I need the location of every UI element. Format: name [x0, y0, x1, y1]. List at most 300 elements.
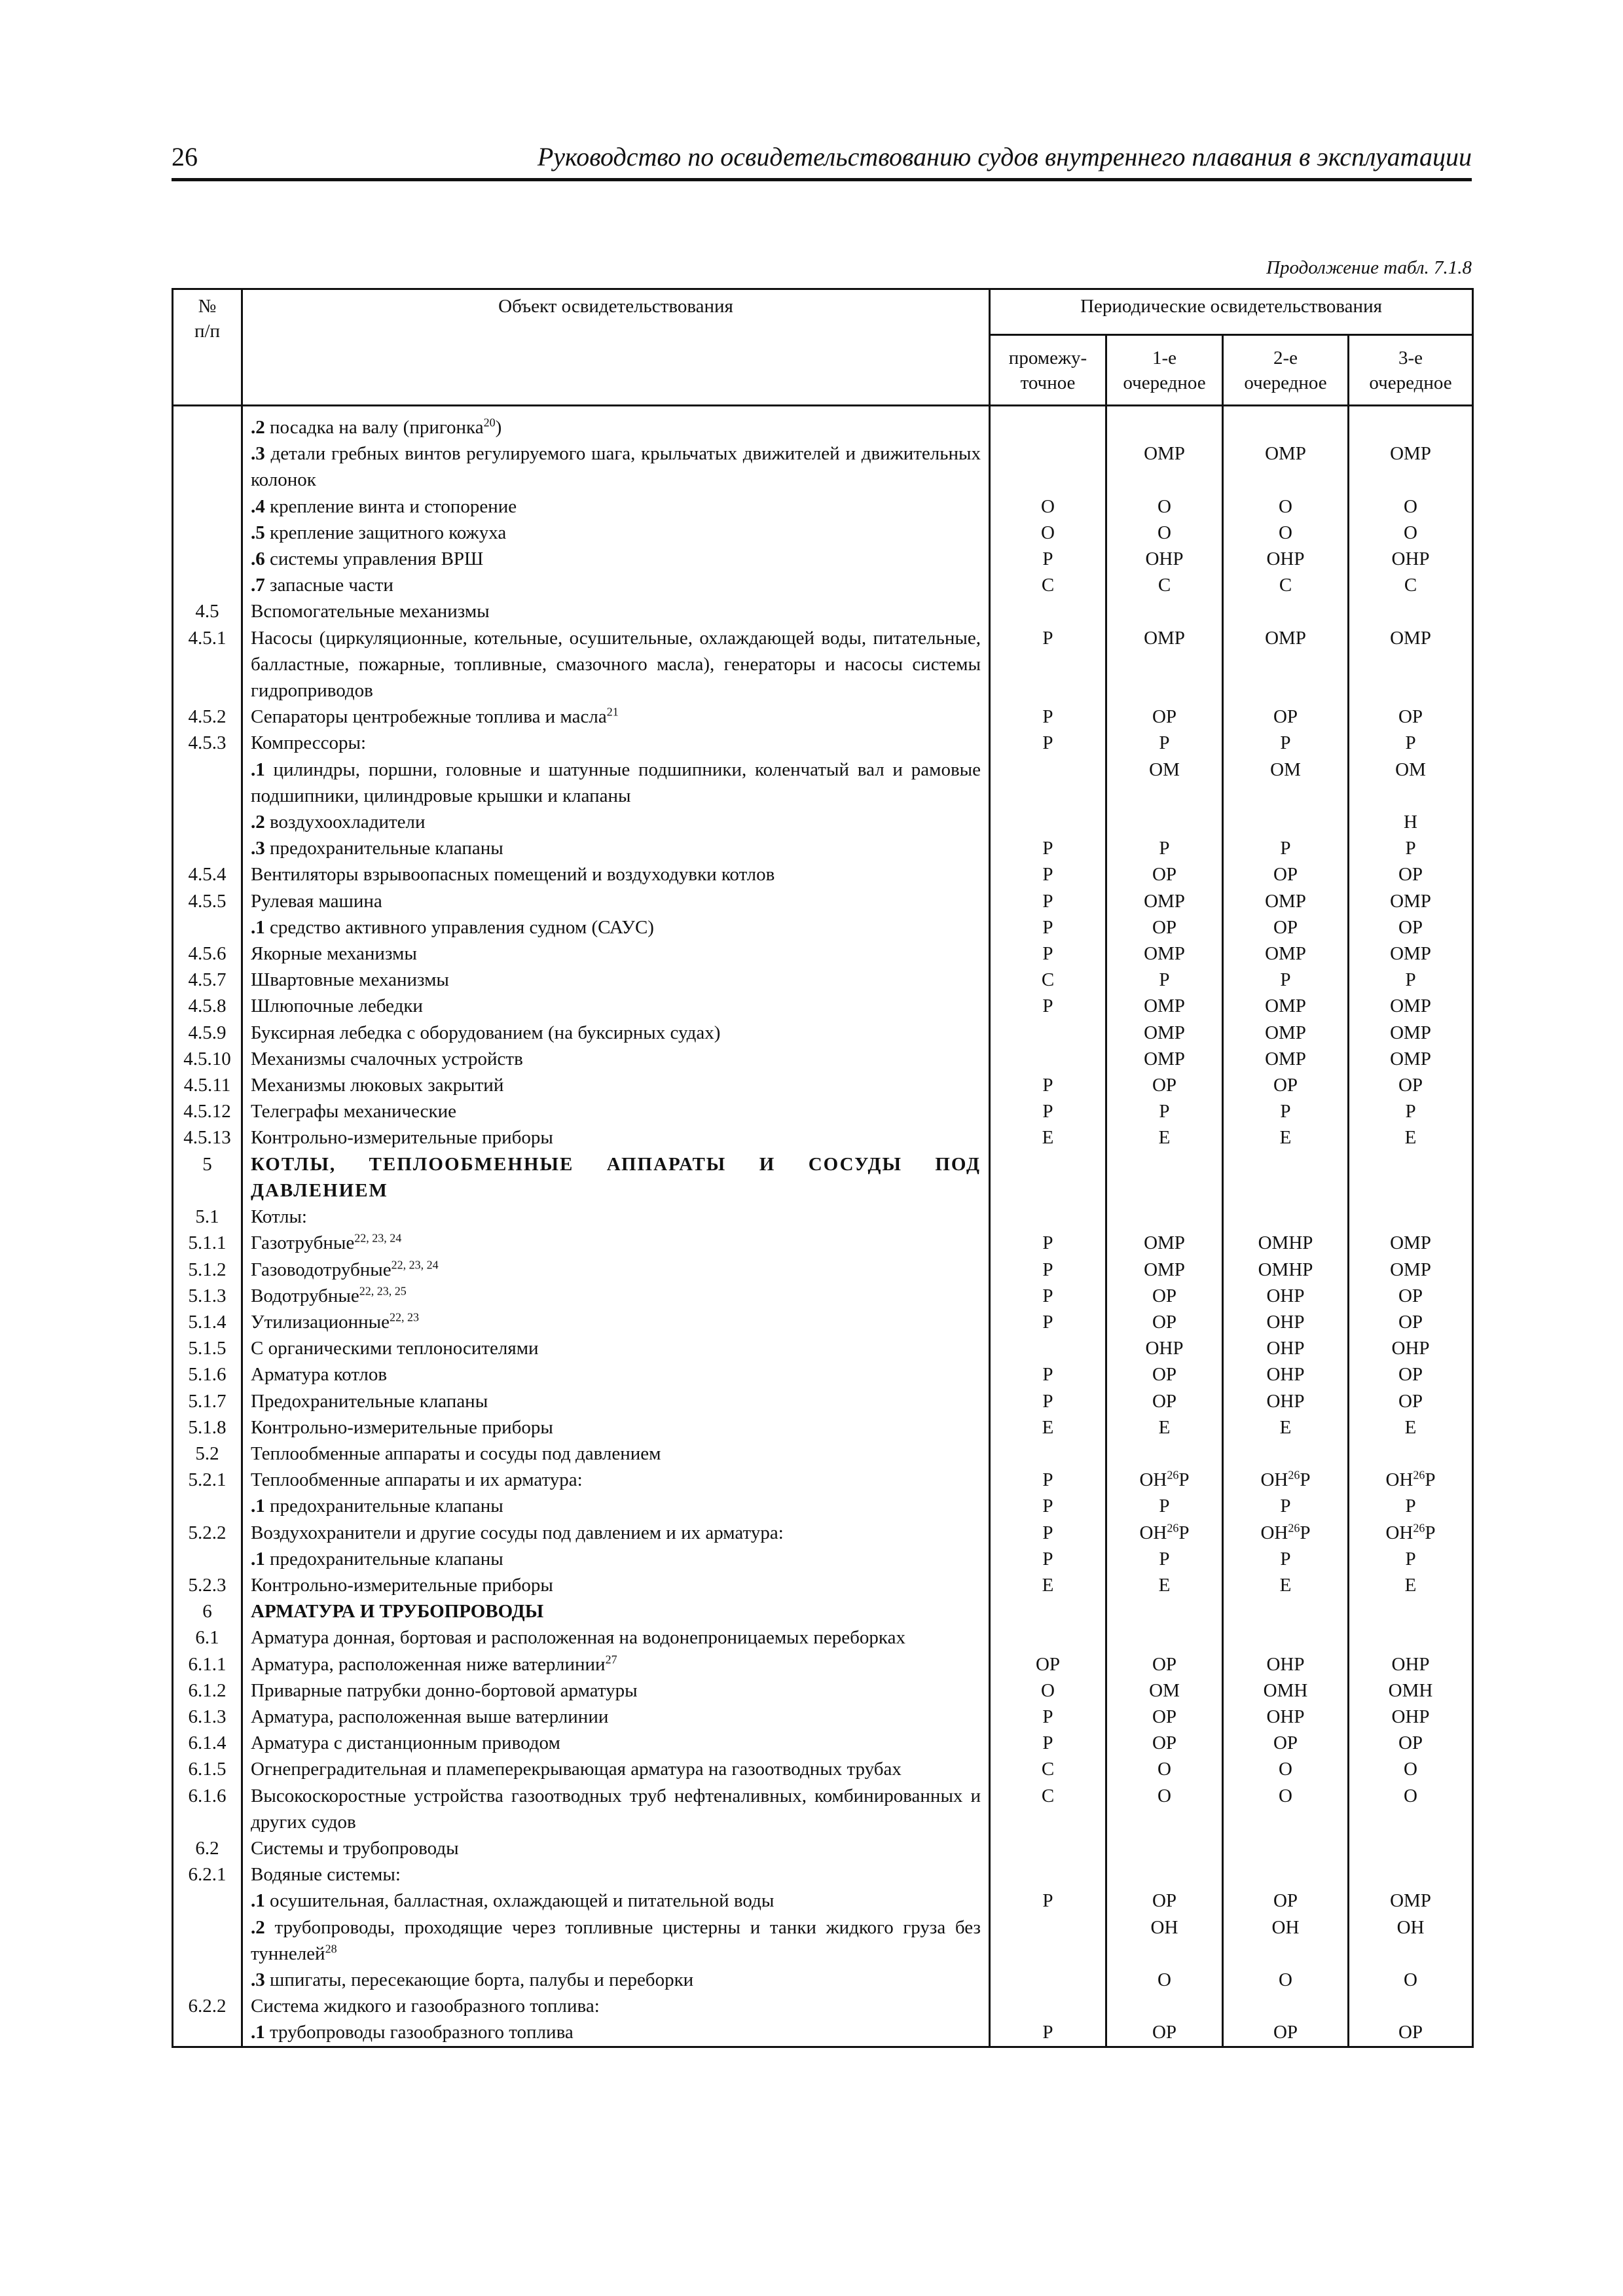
- table-row: [173, 1072, 1473, 1098]
- mark-second: ОР: [1223, 1730, 1349, 1756]
- mark-first: ОМР: [1106, 1020, 1223, 1046]
- table-row: [173, 1546, 1473, 1572]
- mark-first: ОР: [1106, 704, 1223, 730]
- table-row: [173, 1835, 1473, 1861]
- mark-third: О: [1349, 520, 1473, 546]
- survey-table: [172, 288, 1474, 2048]
- mark-third: [1349, 1993, 1473, 2019]
- mark-first: О: [1106, 1967, 1223, 1993]
- mark-third: [1349, 1624, 1473, 1651]
- mark-third: [1349, 1861, 1473, 1888]
- table-row: [173, 1704, 1473, 1730]
- row-object: Шлюпочные лебедки: [242, 993, 990, 1019]
- mark-intermediate: Р: [990, 1388, 1106, 1414]
- mark-third: ОМР: [1349, 625, 1473, 704]
- row-object: Теплообменные аппараты и сосуды под давлением: [242, 1441, 990, 1467]
- mark-third: Р: [1349, 967, 1473, 993]
- table-row: [173, 1020, 1473, 1046]
- mark-intermediate: [990, 1967, 1106, 1993]
- mark-third: ОМР: [1349, 888, 1473, 914]
- row-number: [173, 440, 242, 493]
- row-number: 4.5.4: [173, 861, 242, 888]
- table-row: [173, 1361, 1473, 1388]
- mark-first: [1106, 1861, 1223, 1888]
- table-row: [173, 1520, 1473, 1546]
- mark-intermediate: [990, 406, 1106, 441]
- mark-first: ОН: [1106, 1914, 1223, 1967]
- mark-intermediate: Р: [990, 625, 1106, 704]
- row-object: Швартовные механизмы: [242, 967, 990, 993]
- row-number: 6.1.4: [173, 1730, 242, 1756]
- mark-first: Р: [1106, 730, 1223, 756]
- mark-third: Е: [1349, 1124, 1473, 1151]
- mark-second: ОНР: [1223, 546, 1349, 572]
- mark-first: ОР: [1106, 1704, 1223, 1730]
- mark-intermediate: Р: [990, 730, 1106, 756]
- row-object: КОТЛЫ, ТЕПЛООБМЕННЫЕ АППАРАТЫ И СОСУДЫ ПОД ДАВЛЕНИЕМ: [242, 1151, 990, 1204]
- row-object: Арматура, расположенная ниже ватерлинии$^{27}$: [242, 1651, 990, 1677]
- row-object: .3 предохранительные клапаны: [242, 835, 990, 861]
- mark-second: Е: [1223, 1124, 1349, 1151]
- mark-intermediate: С: [990, 572, 1106, 598]
- mark-third: Р: [1349, 835, 1473, 861]
- table-row: [173, 1730, 1473, 1756]
- mark-intermediate: Р: [990, 835, 1106, 861]
- row-number: [173, 1493, 242, 1519]
- row-object: Телеграфы механические: [242, 1098, 990, 1124]
- row-object: Контрольно-измерительные приборы: [242, 1572, 990, 1598]
- row-number: 6.1.1: [173, 1651, 242, 1677]
- table-row: [173, 1124, 1473, 1151]
- mark-second: С: [1223, 572, 1349, 598]
- row-object: АРМАТУРА И ТРУБОПРОВОДЫ: [242, 1598, 990, 1624]
- mark-intermediate: [990, 1914, 1106, 1967]
- row-number: 5.2.3: [173, 1572, 242, 1598]
- mark-third: Р: [1349, 730, 1473, 756]
- mark-third: ОР: [1349, 1309, 1473, 1335]
- mark-intermediate: [990, 1335, 1106, 1361]
- mark-third: О: [1349, 493, 1473, 520]
- row-object: Сепараторы центробежные топлива и масла$^{21}$: [242, 704, 990, 730]
- mark-intermediate: [990, 1046, 1106, 1072]
- mark-second: [1223, 1441, 1349, 1467]
- table-row: [173, 1467, 1473, 1493]
- mark-intermediate: Р: [990, 2019, 1106, 2047]
- table-row: [173, 809, 1473, 835]
- mark-second: ОНР: [1223, 1388, 1349, 1414]
- mark-third: ОМР: [1349, 1020, 1473, 1046]
- row-number: [173, 1888, 242, 1914]
- row-object: Системы и трубопроводы: [242, 1835, 990, 1861]
- table-row: [173, 1783, 1473, 1835]
- mark-second: ОМР: [1223, 1020, 1349, 1046]
- mark-first: ОР: [1106, 1730, 1223, 1756]
- row-number: 6.1.5: [173, 1756, 242, 1782]
- row-number: [173, 520, 242, 546]
- mark-first: ОМ: [1106, 1677, 1223, 1704]
- row-object: Механизмы счалочных устройств: [242, 1046, 990, 1072]
- mark-second: ОМР: [1223, 888, 1349, 914]
- row-object: Газоводотрубные$^{22, 23, 24}$: [242, 1257, 990, 1283]
- table-row: [173, 1572, 1473, 1598]
- col-header-number: № п/п: [173, 289, 242, 406]
- mark-second: ОР: [1223, 1072, 1349, 1098]
- mark-first: О: [1106, 1756, 1223, 1782]
- row-number: 6.1: [173, 1624, 242, 1651]
- mark-second: Р: [1223, 835, 1349, 861]
- mark-second: ОМР: [1223, 440, 1349, 493]
- row-object: Теплообменные аппараты и их арматура:: [242, 1467, 990, 1493]
- mark-second: Е: [1223, 1572, 1349, 1598]
- row-number: 5.1.1: [173, 1230, 242, 1256]
- mark-third: ОН$^{26}$Р: [1349, 1520, 1473, 1546]
- row-object: .1 осушительная, балластная, охлаждающей и питательной воды: [242, 1888, 990, 1914]
- mark-first: ОН$^{26}$Р: [1106, 1520, 1223, 1546]
- mark-second: ОМР: [1223, 625, 1349, 704]
- row-number: 4.5.3: [173, 730, 242, 756]
- row-number: 6.2: [173, 1835, 242, 1861]
- mark-first: ОР: [1106, 1888, 1223, 1914]
- row-object: Контрольно-измерительные приборы: [242, 1124, 990, 1151]
- table-row: [173, 520, 1473, 546]
- table-row: [173, 1888, 1473, 1914]
- mark-intermediate: Р: [990, 1520, 1106, 1546]
- mark-third: ОР: [1349, 1361, 1473, 1388]
- mark-first: ОМ: [1106, 757, 1223, 809]
- row-number: 6.2.1: [173, 1861, 242, 1888]
- mark-first: ОР: [1106, 1388, 1223, 1414]
- mark-first: ОМР: [1106, 625, 1223, 704]
- mark-intermediate: Р: [990, 1230, 1106, 1256]
- table-row: [173, 941, 1473, 967]
- table-row: [173, 1151, 1473, 1204]
- mark-intermediate: Р: [990, 1730, 1106, 1756]
- mark-intermediate: [990, 1598, 1106, 1624]
- mark-intermediate: Р: [990, 1888, 1106, 1914]
- mark-intermediate: С: [990, 1783, 1106, 1835]
- mark-second: О: [1223, 1967, 1349, 1993]
- mark-third: ОМР: [1349, 993, 1473, 1019]
- table-row: [173, 1414, 1473, 1441]
- row-object: Система жидкого и газообразного топлива:: [242, 1993, 990, 2019]
- mark-second: Е: [1223, 1414, 1349, 1441]
- mark-third: ОМР: [1349, 1888, 1473, 1914]
- table-row: [173, 1388, 1473, 1414]
- col-header-third: 3-е очередное: [1349, 335, 1473, 406]
- row-number: 5.1: [173, 1204, 242, 1230]
- mark-intermediate: Р: [990, 941, 1106, 967]
- mark-first: [1106, 1441, 1223, 1467]
- mark-third: ОМР: [1349, 1230, 1473, 1256]
- mark-third: Р: [1349, 1098, 1473, 1124]
- row-object: Котлы:: [242, 1204, 990, 1230]
- row-object: .1 предохранительные клапаны: [242, 1546, 990, 1572]
- mark-first: ОР: [1106, 861, 1223, 888]
- mark-first: Е: [1106, 1124, 1223, 1151]
- mark-second: О: [1223, 1756, 1349, 1782]
- table-row: [173, 757, 1473, 809]
- row-object: Водяные системы:: [242, 1861, 990, 1888]
- mark-intermediate: О: [990, 520, 1106, 546]
- mark-third: ОР: [1349, 1388, 1473, 1414]
- mark-second: Р: [1223, 1493, 1349, 1519]
- row-object: .2 воздухоохладители: [242, 809, 990, 835]
- mark-third: ОМР: [1349, 440, 1473, 493]
- row-number: [173, 2019, 242, 2047]
- mark-first: [1106, 1624, 1223, 1651]
- mark-first: ОМР: [1106, 993, 1223, 1019]
- mark-second: Р: [1223, 1098, 1349, 1124]
- row-object: Рулевая машина: [242, 888, 990, 914]
- mark-first: О: [1106, 493, 1223, 520]
- mark-intermediate: О: [990, 1677, 1106, 1704]
- mark-third: ОМР: [1349, 1257, 1473, 1283]
- row-number: 5.1.4: [173, 1309, 242, 1335]
- table-row: [173, 704, 1473, 730]
- table-row: [173, 1283, 1473, 1309]
- mark-third: Р: [1349, 1493, 1473, 1519]
- row-number: 4.5.12: [173, 1098, 242, 1124]
- mark-second: ОР: [1223, 861, 1349, 888]
- mark-first: ОМР: [1106, 888, 1223, 914]
- mark-intermediate: [990, 1624, 1106, 1651]
- mark-second: [1223, 1204, 1349, 1230]
- mark-intermediate: [990, 757, 1106, 809]
- mark-intermediate: [990, 440, 1106, 493]
- mark-first: [1106, 1835, 1223, 1861]
- table-row: [173, 572, 1473, 598]
- row-object: Арматура с дистанционным приводом: [242, 1730, 990, 1756]
- mark-third: Р: [1349, 1546, 1473, 1572]
- col-header-object: Объект освидетельствования: [242, 289, 990, 406]
- row-object: .3 детали гребных винтов регулируемого шага, крыльчатых движителей и движительных колонок: [242, 440, 990, 493]
- running-header: [172, 141, 1472, 177]
- mark-third: [1349, 1598, 1473, 1624]
- table-row: [173, 1677, 1473, 1704]
- mark-second: ОР: [1223, 2019, 1349, 2047]
- mark-intermediate: [990, 1993, 1106, 2019]
- mark-first: ОР: [1106, 914, 1223, 941]
- row-object: Приварные патрубки донно-бортовой арматуры: [242, 1677, 990, 1704]
- table-caption: Продолжение табл. 7.1.8: [1266, 257, 1472, 278]
- page-number: 26: [172, 142, 198, 171]
- row-number: [173, 757, 242, 809]
- mark-intermediate: [990, 1151, 1106, 1204]
- mark-second: [1223, 1861, 1349, 1888]
- mark-third: Е: [1349, 1572, 1473, 1598]
- table-row: [173, 546, 1473, 572]
- table-row: [173, 1046, 1473, 1072]
- row-number: 6.2.2: [173, 1993, 242, 2019]
- mark-intermediate: [990, 1204, 1106, 1230]
- mark-third: ОР: [1349, 914, 1473, 941]
- table-row: [173, 406, 1473, 441]
- mark-intermediate: [990, 1861, 1106, 1888]
- row-object: Высокоскоростные устройства газоотводных труб нефтеналивных, комбинированных и других судов: [242, 1783, 990, 1835]
- row-number: 6.1.2: [173, 1677, 242, 1704]
- table-row: [173, 1651, 1473, 1677]
- table-row: [173, 493, 1473, 520]
- mark-third: О: [1349, 1756, 1473, 1782]
- col-header-periodic: Периодические освидетельствования: [990, 289, 1473, 335]
- running-title: Руководство по освидетельствованию судов внутреннего плавания в эксплуатации: [537, 142, 1472, 171]
- row-object: Компрессоры:: [242, 730, 990, 756]
- mark-intermediate: [990, 1441, 1106, 1467]
- mark-second: [1223, 1624, 1349, 1651]
- mark-third: ОНР: [1349, 1651, 1473, 1677]
- table-row: [173, 1993, 1473, 2019]
- row-number: 4.5.1: [173, 625, 242, 704]
- row-number: 5.2.1: [173, 1467, 242, 1493]
- mark-third: ОР: [1349, 1072, 1473, 1098]
- row-number: 5.2.2: [173, 1520, 242, 1546]
- mark-first: [1106, 598, 1223, 624]
- mark-intermediate: [990, 1835, 1106, 1861]
- row-number: [173, 914, 242, 941]
- table-row: [173, 1257, 1473, 1283]
- mark-second: ОМН: [1223, 1677, 1349, 1704]
- mark-second: [1223, 1993, 1349, 2019]
- mark-second: [1223, 1151, 1349, 1204]
- row-number: [173, 1914, 242, 1967]
- mark-second: ОНР: [1223, 1335, 1349, 1361]
- mark-third: ОНР: [1349, 546, 1473, 572]
- row-object: Предохранительные клапаны: [242, 1388, 990, 1414]
- mark-first: ОМР: [1106, 440, 1223, 493]
- row-number: 4.5.9: [173, 1020, 242, 1046]
- mark-first: ОР: [1106, 2019, 1223, 2047]
- mark-second: ОНР: [1223, 1704, 1349, 1730]
- mark-third: [1349, 406, 1473, 441]
- mark-intermediate: [990, 1020, 1106, 1046]
- table-row: [173, 1230, 1473, 1256]
- mark-second: Р: [1223, 730, 1349, 756]
- mark-first: О: [1106, 520, 1223, 546]
- row-object: Огнепреградительная и пламеперекрывающая арматура на газоотводных трубах: [242, 1756, 990, 1782]
- mark-first: ОР: [1106, 1361, 1223, 1388]
- mark-first: ОМР: [1106, 1230, 1223, 1256]
- mark-third: [1349, 1441, 1473, 1467]
- mark-second: О: [1223, 493, 1349, 520]
- row-number: 6.1.3: [173, 1704, 242, 1730]
- mark-intermediate: Р: [990, 1072, 1106, 1098]
- table-row: [173, 993, 1473, 1019]
- row-number: [173, 546, 242, 572]
- row-number: 5.1.8: [173, 1414, 242, 1441]
- mark-first: ОР: [1106, 1283, 1223, 1309]
- mark-intermediate: Р: [990, 1546, 1106, 1572]
- mark-first: С: [1106, 572, 1223, 598]
- mark-intermediate: Р: [990, 1704, 1106, 1730]
- row-object: Воздухохранители и другие сосуды под давлением и их арматура:: [242, 1520, 990, 1546]
- mark-second: ОМНР: [1223, 1257, 1349, 1283]
- row-object: Вентиляторы взрывоопасных помещений и воздуходувки котлов: [242, 861, 990, 888]
- mark-third: [1349, 1204, 1473, 1230]
- table-row: [173, 730, 1473, 756]
- mark-first: Р: [1106, 1493, 1223, 1519]
- row-object: Утилизационные$^{22, 23}$: [242, 1309, 990, 1335]
- table-row: [173, 835, 1473, 861]
- row-number: [173, 809, 242, 835]
- row-object: Арматура, расположенная выше ватерлинии: [242, 1704, 990, 1730]
- row-object: Арматура донная, бортовая и расположенная на водонепроницаемых переборках: [242, 1624, 990, 1651]
- table-row: [173, 1098, 1473, 1124]
- mark-second: Р: [1223, 1546, 1349, 1572]
- mark-third: ОМН: [1349, 1677, 1473, 1704]
- mark-intermediate: Р: [990, 1361, 1106, 1388]
- mark-first: ОН$^{26}$Р: [1106, 1467, 1223, 1493]
- mark-intermediate: Р: [990, 1493, 1106, 1519]
- row-number: [173, 1546, 242, 1572]
- mark-third: [1349, 598, 1473, 624]
- mark-first: ОМР: [1106, 1046, 1223, 1072]
- mark-second: Р: [1223, 967, 1349, 993]
- mark-third: [1349, 1151, 1473, 1204]
- mark-third: ОМР: [1349, 1046, 1473, 1072]
- mark-second: ОН: [1223, 1914, 1349, 1967]
- row-number: 4.5.2: [173, 704, 242, 730]
- mark-second: О: [1223, 1783, 1349, 1835]
- mark-second: ОР: [1223, 914, 1349, 941]
- row-number: [173, 406, 242, 441]
- mark-intermediate: О: [990, 493, 1106, 520]
- mark-second: ОН$^{26}$Р: [1223, 1467, 1349, 1493]
- table-row: [173, 1756, 1473, 1782]
- mark-intermediate: С: [990, 1756, 1106, 1782]
- row-object: .1 цилиндры, поршни, головные и шатунные подшипники, коленчатый вал и рамовые подшипники, цилиндровые крышки и клапаны: [242, 757, 990, 809]
- table-row: [173, 1493, 1473, 1519]
- mark-first: О: [1106, 1783, 1223, 1835]
- row-number: 5.1.2: [173, 1257, 242, 1283]
- row-number: 6: [173, 1598, 242, 1624]
- row-number: 4.5.11: [173, 1072, 242, 1098]
- mark-second: О: [1223, 520, 1349, 546]
- row-number: 4.5.8: [173, 993, 242, 1019]
- row-number: 5: [173, 1151, 242, 1204]
- table-row: [173, 598, 1473, 624]
- table-row: [173, 1441, 1473, 1467]
- mark-second: ОМР: [1223, 993, 1349, 1019]
- mark-second: [1223, 598, 1349, 624]
- table-row: [173, 1914, 1473, 1967]
- mark-second: ОНР: [1223, 1651, 1349, 1677]
- mark-intermediate: С: [990, 967, 1106, 993]
- row-number: 4.5.7: [173, 967, 242, 993]
- mark-third: ОМР: [1349, 941, 1473, 967]
- table-row: [173, 914, 1473, 941]
- mark-third: ОНР: [1349, 1335, 1473, 1361]
- row-object: .2 трубопроводы, проходящие через топливные цистерны и танки жидкого груза без туннелей$^{28}$: [242, 1914, 990, 1967]
- row-object: .3 шпигаты, пересекающие борта, палубы и переборки: [242, 1967, 990, 1993]
- row-number: 5.1.3: [173, 1283, 242, 1309]
- row-object: .1 средство активного управления судном (САУС): [242, 914, 990, 941]
- mark-second: [1223, 1835, 1349, 1861]
- mark-first: Р: [1106, 1546, 1223, 1572]
- row-object: Якорные механизмы: [242, 941, 990, 967]
- mark-second: ОР: [1223, 1888, 1349, 1914]
- table-row: [173, 440, 1473, 493]
- mark-second: ОМР: [1223, 941, 1349, 967]
- row-object: .2 посадка на валу (пригонка$^{20}$): [242, 406, 990, 441]
- mark-third: [1349, 1835, 1473, 1861]
- header-rule: [172, 178, 1472, 181]
- mark-first: Р: [1106, 967, 1223, 993]
- mark-second: ОН$^{26}$Р: [1223, 1520, 1349, 1546]
- mark-second: [1223, 406, 1349, 441]
- row-object: Буксирная лебедка с оборудованием (на буксирных судах): [242, 1020, 990, 1046]
- row-object: .1 трубопроводы газообразного топлива: [242, 2019, 990, 2047]
- mark-third: ОМ: [1349, 757, 1473, 809]
